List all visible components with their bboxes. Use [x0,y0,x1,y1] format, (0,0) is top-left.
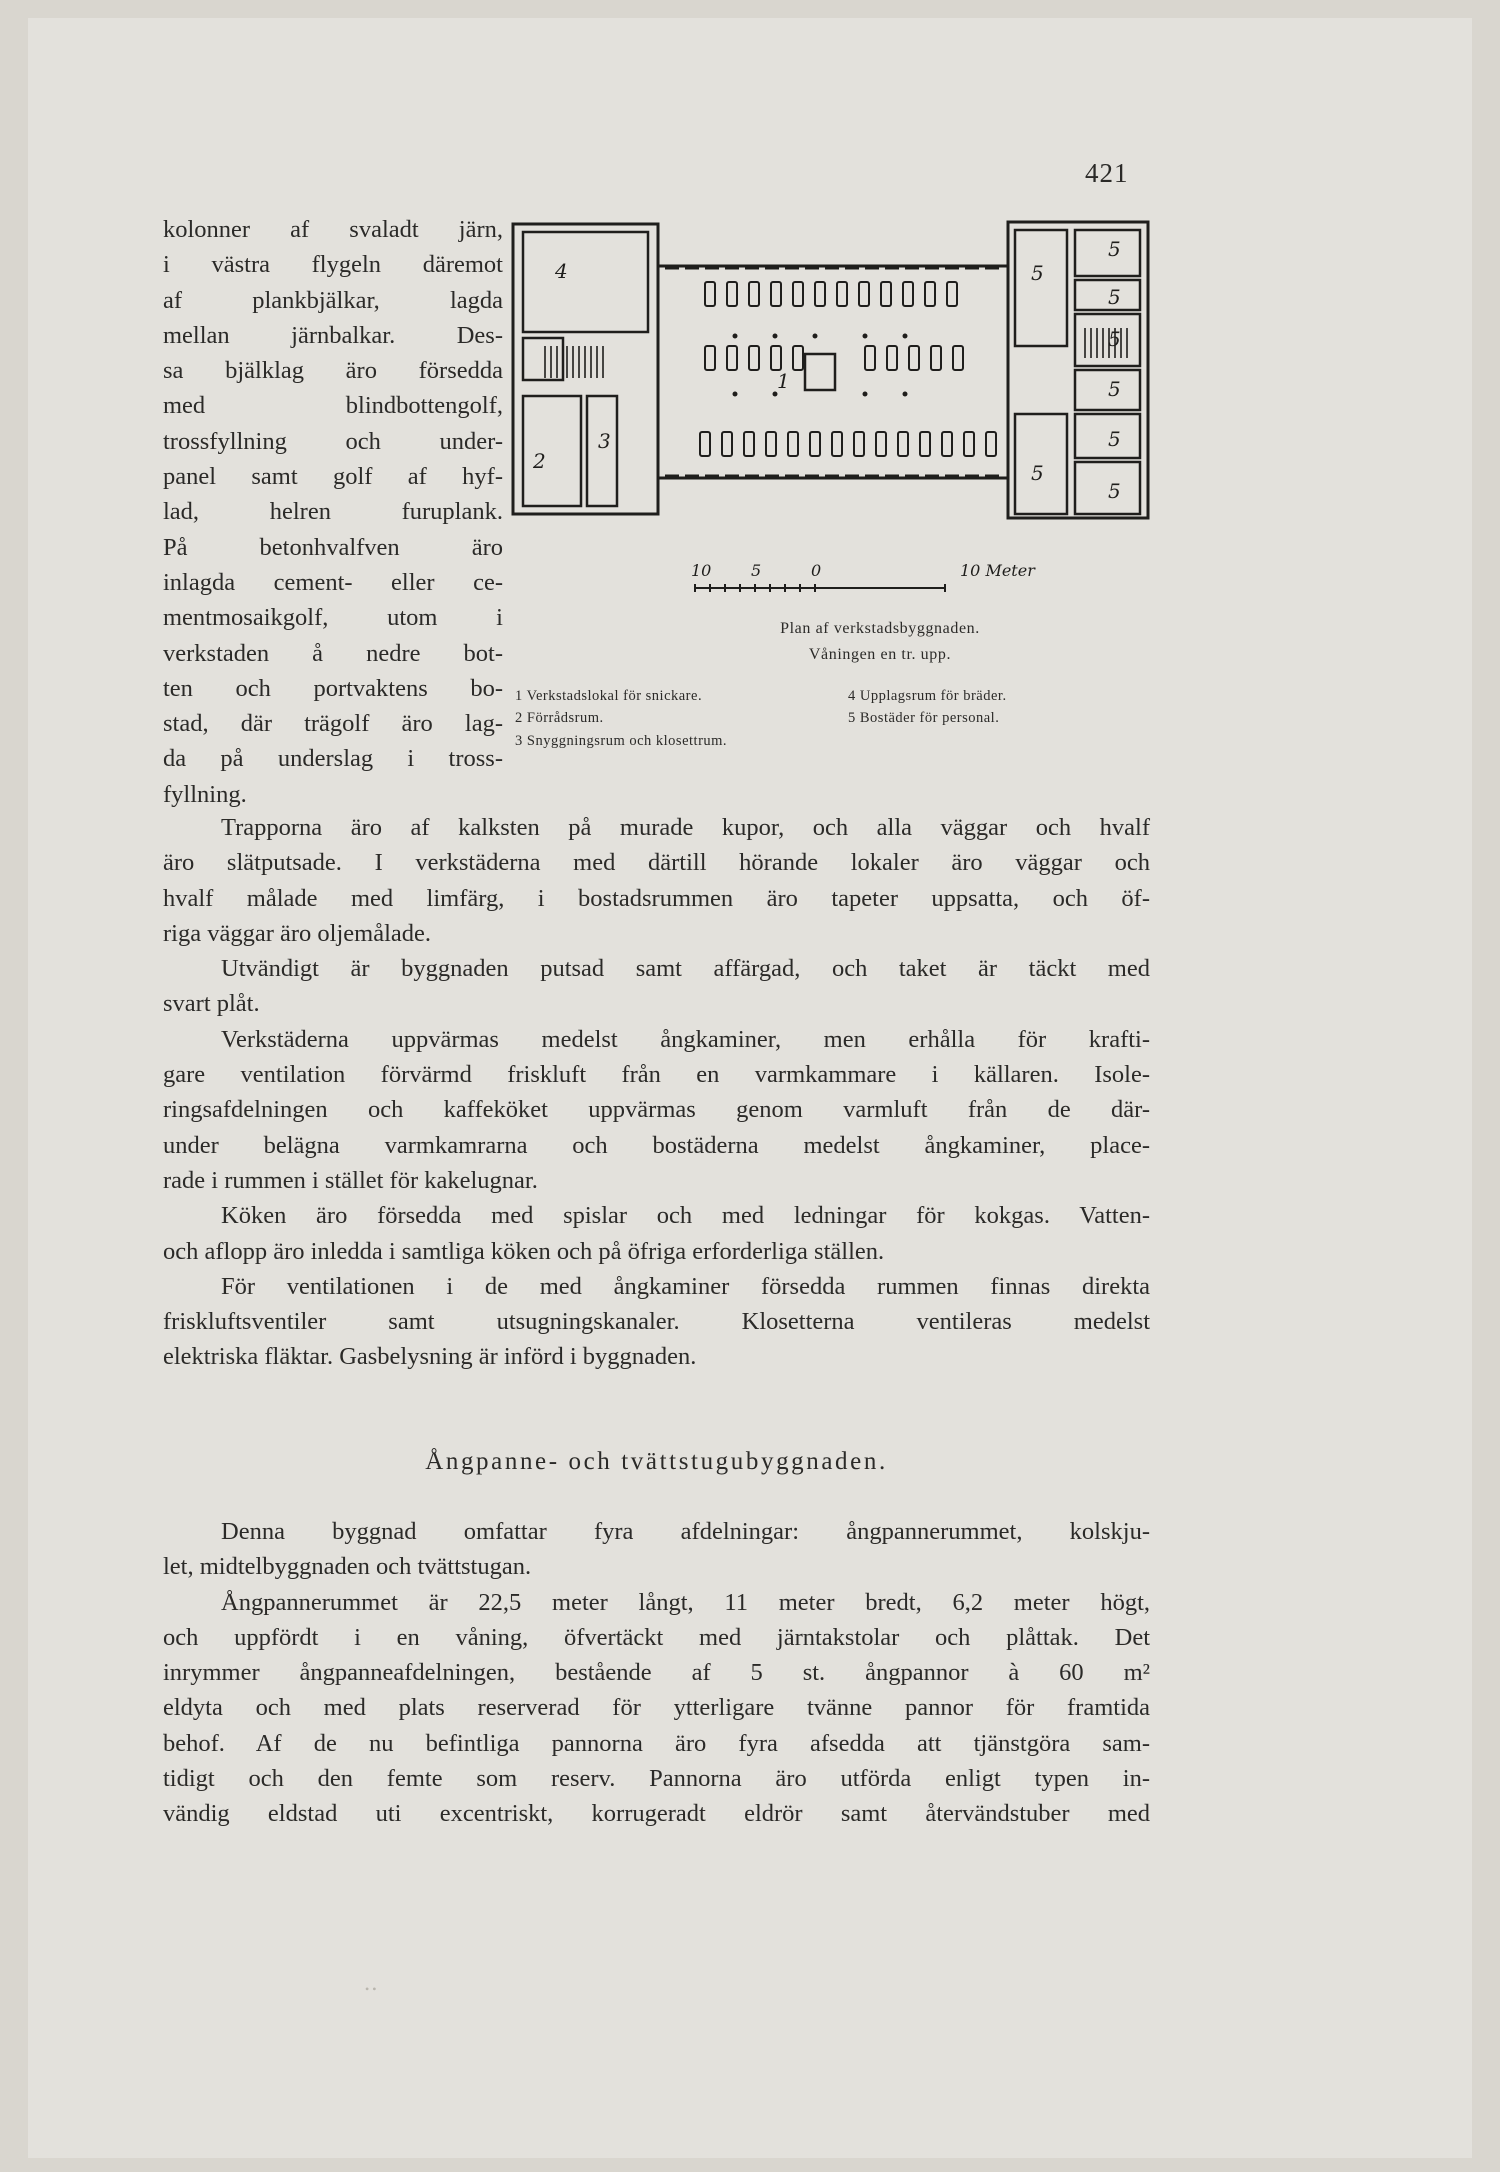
text-line: Denna byggnad omfattar fyra afdelningar: ångpannerummet, kolskju- [221,1518,1150,1545]
room-label: 5 [1108,285,1121,309]
room-label: 5 [1031,261,1044,285]
room-label: 5 [1108,377,1121,401]
text-line: Trapporna äro af kalksten på murade kupor, och alla väggar och hvalf [221,814,1150,841]
text-line: med blindbottengolf, [163,392,503,420]
text-line: stad, där trägolf äro lag- [163,710,503,738]
legend-item-3: 3 Snyggningsrum och klosettrum. [515,733,728,749]
room-label: 5 [1108,479,1121,503]
floor-plan-figure [505,218,1165,618]
text-line: vändig eldstad uti excentriskt, korrugeradt eldrör samt återvändstuber med [163,1800,1150,1828]
section-body-text [163,1514,1150,1832]
text-line: mentmosaikgolf, utom i [163,604,503,632]
text-line: let, midtelbyggnaden och tvättstugan. [163,1553,532,1581]
text-line: kolonner af svaladt järn, [163,216,503,243]
text-line: eldyta och med plats reserverad för ytterligare tvänne pannor för framtida [163,1694,1150,1722]
text-line: ringsafdelningen och kaffeköket uppvärmas genom varmluft från de där- [163,1096,1150,1124]
legend-item-2: 2 Förrådsrum. [515,710,604,726]
scale-label-10: 10 [691,561,712,580]
text-line: riga väggar äro oljemålade. [163,919,432,947]
text-line: friskluftsventiler samt utsugningskanaler. Klosetterna ventileras medelst [163,1308,1150,1336]
room-label: 3 [598,429,611,453]
text-line: sa bjälklag äro försedda [163,357,503,385]
legend-item-5: 5 Bostäder för personal. [848,710,1000,726]
legend-item-4: 4 Upplagsrum för bräder. [848,688,1007,704]
room-label: 4 [555,259,568,283]
room-label: 5 [1108,237,1121,261]
text-line: och uppfördt i en våning, öfvertäckt med järntakstolar och plåttak. Det [163,1623,1150,1651]
narrow-column-text [163,212,503,812]
text-line: mellan järnbalkar. Des- [163,321,503,349]
text-line: Utvändigt är byggnaden putsad samt affärgad, och taket är täckt med [221,955,1150,983]
text-line: Ångpannerummet är 22,5 meter långt, 11 meter bredt, 6,2 meter högt, [221,1588,1150,1616]
text-line: svart plåt. [163,990,260,1018]
text-line: ten och portvaktens bo- [163,674,503,702]
section-heading: Ångpanne- och tvättstugubyggnaden. [425,1448,888,1475]
text-line: da på underslag i tross- [163,745,503,773]
scale-label-0: 0 [811,561,822,580]
room-label: 5 [1108,427,1121,451]
text-line: elektriska fläktar. Gasbelysning är införd i byggnaden. [163,1343,697,1371]
text-line: Verkstäderna uppvärmas medelst ångkaminer, men erhålla för krafti- [221,1025,1150,1053]
figure-caption-subtitle: Våningen en tr. upp. [808,646,952,663]
text-line: i västra flygeln däremot [163,251,503,279]
room-label: 2 [533,449,546,473]
text-line: På betonhvalfven äro [163,533,503,561]
text-line: och aflopp äro inledda i samtliga köken och på öfriga erforderliga ställen. [163,1237,885,1265]
scale-bar [695,584,945,592]
text-line: under belägna varmkamrarna och bostäderna medelst ångkaminer, place- [163,1131,1150,1159]
text-line: tidigt och den femte som reserv. Pannorna äro utförda enligt typen in- [163,1765,1150,1793]
figure-caption-title: Plan af verkstadsbyggnaden. [780,620,980,637]
text-line: panel samt golf af hyf- [163,463,503,491]
text-line: rade i rummen i stället för kakelugnar. [163,1166,538,1194]
room-label: 5 [1031,461,1044,485]
room-label: 5 [1108,327,1121,351]
text-line: inlagda cement- eller ce- [163,568,503,596]
text-line: hvalf målade med limfärg, i bostadsrummen äro tapeter uppsatta, och öf- [163,884,1150,912]
text-line: För ventilationen i de med ångkaminer försedda rummen finnas direkta [221,1272,1150,1300]
text-line: inrymmer ångpanneafdelningen, bestående af 5 st. ångpannor à 60 m² [163,1659,1150,1687]
page-smudge: • • [365,1982,377,1996]
text-line: verkstaden å nedre bot- [163,639,503,667]
text-line: lad, helren furuplank. [163,498,503,526]
legend-item-1: 1 Verkstadslokal för snickare. [515,688,703,704]
text-line: Köken äro försedda med spislar och med ledningar för kokgas. Vatten- [221,1202,1150,1230]
text-line: äro slätputsade. I verkstäderna med därtill hörande lokaler äro väggar och [163,849,1150,877]
scale-label-5: 5 [751,561,762,580]
scale-label-meter: 10 Meter [960,561,1035,580]
text-line: trossfyllning och under- [163,427,503,455]
text-line: gare ventilation förvärmd friskluft från en varmkammare i källaren. Isole- [163,1061,1150,1089]
text-line: fyllning. [163,780,247,808]
page-number: 421 [1085,158,1129,188]
room-label: 1 [777,369,790,393]
text-line: behof. Af de nu befintliga pannorna äro fyra afsedda att tjänstgöra sam- [163,1729,1150,1757]
text-line: af plankbjälkar, lagda [163,286,503,314]
body-text [163,810,1150,1375]
